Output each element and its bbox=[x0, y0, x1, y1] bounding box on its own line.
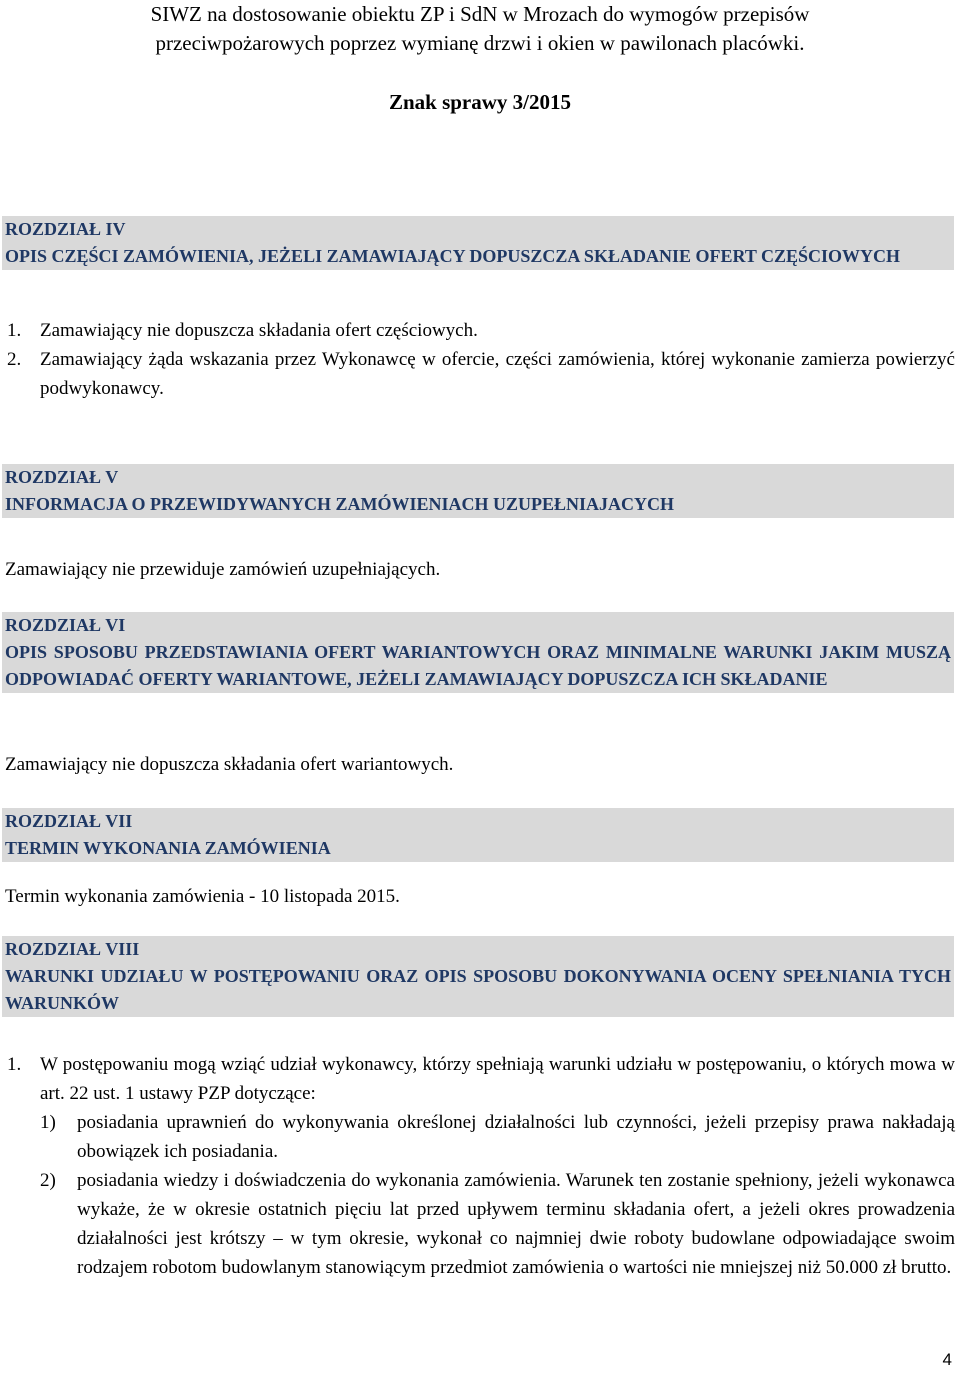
section-vi-subtitle: OPIS SPOSOBU PRZEDSTAWIANIA OFERT WARIANTOWYCH ORAZ MINIMALNE WARUNKI JAKIM MUSZĄ ODPOWIADAĆ OFERTY WARIANTOWE, JEŻELI ZAMAWIAJĄCY DOPUSZCZA ICH SKŁADANIE bbox=[5, 642, 951, 689]
section-iv-subtitle: OPIS CZĘŚCI ZAMÓWIENIA, JEŻELI ZAMAWIAJĄCY DOPUSZCZA SKŁADANIE OFERT CZĘŚCIOWYCH bbox=[5, 246, 901, 266]
section-iv-list bbox=[0, 316, 955, 403]
section-v-title: ROZDZIAŁ V bbox=[5, 467, 119, 487]
list-item: 1. W postępowaniu mogą wziąć udział wykonawcy, którzy spełniają warunki udziału w postępowaniu, o których mowa w art. 22 ust. 1 ustawy PZP dotyczące: 1) posiadania uprawnień do wykonywania określonej działalności lub czynności, jeżeli przepisy prawa nakładają obowiązek ich posiadania. 2) posiadania wiedzy i doświadczenia do wykonania zamówienia. Warunek ten zostanie spełniony, jeżeli wykonawca wykaże, że w okresie ostatnich pięciu lat przed upływem terminu składania ofert, a jeżeli okres prowadzenia działalności jest krótszy – w tym okresie, wykonał co najmniej dwie roboty budowlane odpowiadające swoim rodzajem robotom budowlanym stanowiącym przedmiot zamówienia o wartości nie mniejszej niż 50.000 zł brutto. bbox=[0, 1050, 955, 1282]
header-line-2: przeciwpożarowych poprzez wymianę drzwi i okien w pawilonach placówki. bbox=[155, 31, 805, 55]
header-line-1: SIWZ na dostosowanie obiektu ZP i SdN w Mrozach do wymogów przepisów bbox=[150, 2, 810, 26]
page-number: 4 bbox=[942, 1350, 952, 1369]
section-viii-sublist bbox=[40, 1108, 955, 1282]
section-v-text: Zamawiający nie przewiduje zamówień uzupełniających. bbox=[5, 559, 441, 580]
section-viii-subtitle: WARUNKI UDZIAŁU W POSTĘPOWANIU ORAZ OPIS SPOSOBU DOKONYWANIA OCENY SPEŁNIANIA TYCH WARUNKÓW bbox=[5, 966, 951, 1013]
list-item: 2. Zamawiający żąda wskazania przez Wykonawcę w ofercie, części zamówienia, której wykonanie zamierza powierzyć podwykonawcy. bbox=[7, 349, 955, 399]
section-iv-heading bbox=[2, 216, 954, 270]
section-vii-title: ROZDZIAŁ VII bbox=[5, 811, 133, 831]
section-iv-title: ROZDZIAŁ IV bbox=[5, 219, 126, 239]
section-vii-subtitle: TERMIN WYKONANIA ZAMÓWIENIA bbox=[5, 838, 331, 858]
list-item: 2) posiadania wiedzy i doświadczenia do wykonania zamówienia. Warunek ten zostanie spełniony, jeżeli wykonawca wykaże, że w okresie ostatnich pięciu lat przed upływem terminu składania ofert, a jeżeli okres prowadzenia działalności jest krótszy – w tym okresie, wykonał co najmniej dwie roboty budowlane odpowiadające swoim rodzajem robotom budowlanym stanowiącym przedmiot zamówienia o wartości nie mniejszej niż 50.000 zł brutto. bbox=[40, 1170, 955, 1278]
list-item: 1. Zamawiający nie dopuszcza składania ofert częściowych. bbox=[7, 320, 478, 341]
document-header bbox=[0, 0, 960, 58]
section-viii-title: ROZDZIAŁ VIII bbox=[5, 939, 140, 959]
section-v-heading bbox=[2, 464, 954, 518]
section-vi-title: ROZDZIAŁ VI bbox=[5, 615, 126, 635]
list-item: 1) posiadania uprawnień do wykonywania określonej działalności lub czynności, jeżeli przepisy prawa nakładają obowiązek ich posiadania. bbox=[40, 1112, 955, 1162]
section-vi-heading bbox=[2, 612, 954, 693]
section-vi-text: Zamawiający nie dopuszcza składania ofert wariantowych. bbox=[5, 754, 454, 775]
case-reference: Znak sprawy 3/2015 bbox=[388, 90, 572, 114]
section-viii-heading bbox=[2, 936, 954, 1017]
section-vii-heading bbox=[2, 808, 954, 862]
section-v-subtitle: INFORMACJA O PRZEWIDYWANYCH ZAMÓWIENIACH UZUPEŁNIAJACYCH bbox=[5, 494, 675, 514]
section-vii-text: Termin wykonania zamówienia - 10 listopada 2015. bbox=[5, 886, 400, 907]
section-viii-list bbox=[0, 1050, 955, 1282]
